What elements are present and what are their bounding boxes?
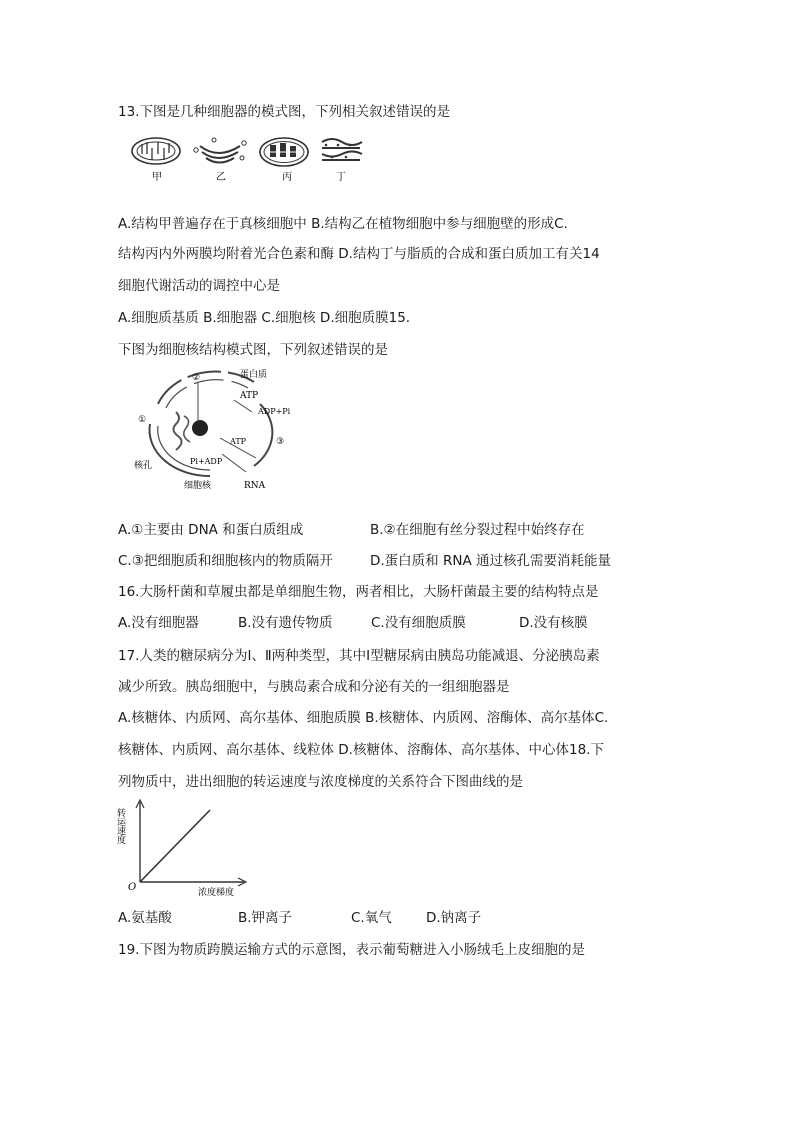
q14-stem: 细胞代谢活动的调控中心是 <box>118 278 280 294</box>
q15-options-cd <box>118 551 611 571</box>
q18-option-a: A.氨基酸 <box>118 910 172 926</box>
q18-options <box>118 908 481 928</box>
q16-option-d: D.没有核膜 <box>519 615 588 631</box>
label-1: ① <box>138 415 147 425</box>
q18-option-c: C.氧气 <box>351 910 392 926</box>
label-ding: 丁 <box>336 172 346 183</box>
q15-option-c: C.③把细胞质和细胞核内的物质隔开 <box>118 553 333 569</box>
label-protein: 蛋白质 <box>240 370 268 380</box>
q15-options-ab <box>118 520 585 540</box>
nucleus-figure <box>126 364 302 496</box>
graph-x-label: 浓度梯度 <box>198 888 235 898</box>
q17-options-line1: A.核糖体、内质网、高尔基体、细胞质膜 B.核糖体、内质网、溶酶体、高尔基体C. <box>118 710 609 726</box>
chloroplast-drawing <box>260 138 308 166</box>
transport-rate-graph <box>115 798 250 898</box>
q17-stem-line1: 17.人类的糖尿病分为Ⅰ、Ⅱ两种类型，其中Ⅰ型糖尿病由胰岛功能减退、分泌胰岛素 <box>118 648 600 664</box>
q17-options-line2: 核糖体、内质网、高尔基体、线粒体 D.核糖体、溶酶体、高尔基体、中心体18.下 <box>118 742 604 758</box>
er-drawing <box>322 139 362 160</box>
label-yi: 乙 <box>216 172 226 183</box>
q19-stem: 19.下图为物质跨膜运输方式的示意图，表示葡萄糖进入小肠绒毛上皮细胞的是 <box>118 942 585 958</box>
label-atp-top: ATP <box>240 391 259 401</box>
label-2-top: ② <box>192 373 201 383</box>
q16-stem: 16.大肠杆菌和草履虫都是单细胞生物，两者相比，大肠杆菌最主要的结构特点是 <box>118 584 599 600</box>
q15-option-d: D.蛋白质和 RNA 通过核孔需要消耗能量 <box>370 553 611 569</box>
graph-y-label: 转运速度 <box>115 808 125 844</box>
q16-option-b: B.没有遗传物质 <box>238 615 333 631</box>
label-atp-mid: ATP <box>230 437 247 446</box>
graph-line <box>140 810 210 882</box>
q18-stem: 列物质中，进出细胞的转运速度与浓度梯度的关系符合下图曲线的是 <box>118 774 523 790</box>
label-rna: RNA <box>244 481 266 491</box>
label-3: ③ <box>276 437 285 447</box>
q14-options: A.细胞质基质 B.细胞器 C.细胞核 D.细胞质膜15. <box>118 310 411 326</box>
q13-stem: 13.下图是几种细胞器的模式图，下列相关叙述错误的是 <box>118 104 450 120</box>
graph-origin: O <box>128 882 137 893</box>
organelle-figure <box>124 134 374 186</box>
q15-stem: 下图为细胞核结构模式图，下列叙述错误的是 <box>118 342 388 358</box>
q17-stem-line2: 减少所致。胰岛细胞中，与胰岛素合成和分泌有关的一组细胞器是 <box>118 679 510 695</box>
label-pi-adp: Pi+ADP <box>190 457 223 466</box>
label-nuclear-pore: 核孔 <box>134 461 153 471</box>
q18-option-b: B.钾离子 <box>238 910 293 926</box>
q13-options-line2: 结构丙内外两膜均附着光合色素和酶 D.结构丁与脂质的合成和蛋白质加工有关14 <box>118 246 600 262</box>
q16-option-a: A.没有细胞器 <box>118 615 199 631</box>
q15-option-b: B.②在细胞有丝分裂过程中始终存在 <box>370 522 585 538</box>
q16-option-c: C.没有细胞质膜 <box>371 615 466 631</box>
q15-option-a: A.①主要由 DNA 和蛋白质组成 <box>118 522 304 538</box>
mitochondrion-drawing <box>132 138 180 164</box>
q18-option-d: D.钠离子 <box>426 910 482 926</box>
label-jia: 甲 <box>152 172 162 183</box>
q13-options-line1: A.结构甲普遍存在于真核细胞中 B.结构乙在植物细胞中参与细胞壁的形成C. <box>118 216 568 232</box>
label-adp-pi: ADP+Pi <box>258 407 291 416</box>
q16-options <box>118 613 588 633</box>
golgi-drawing <box>194 138 246 163</box>
label-bing: 丙 <box>282 172 292 183</box>
label-nucleus: 细胞核 <box>184 481 212 491</box>
